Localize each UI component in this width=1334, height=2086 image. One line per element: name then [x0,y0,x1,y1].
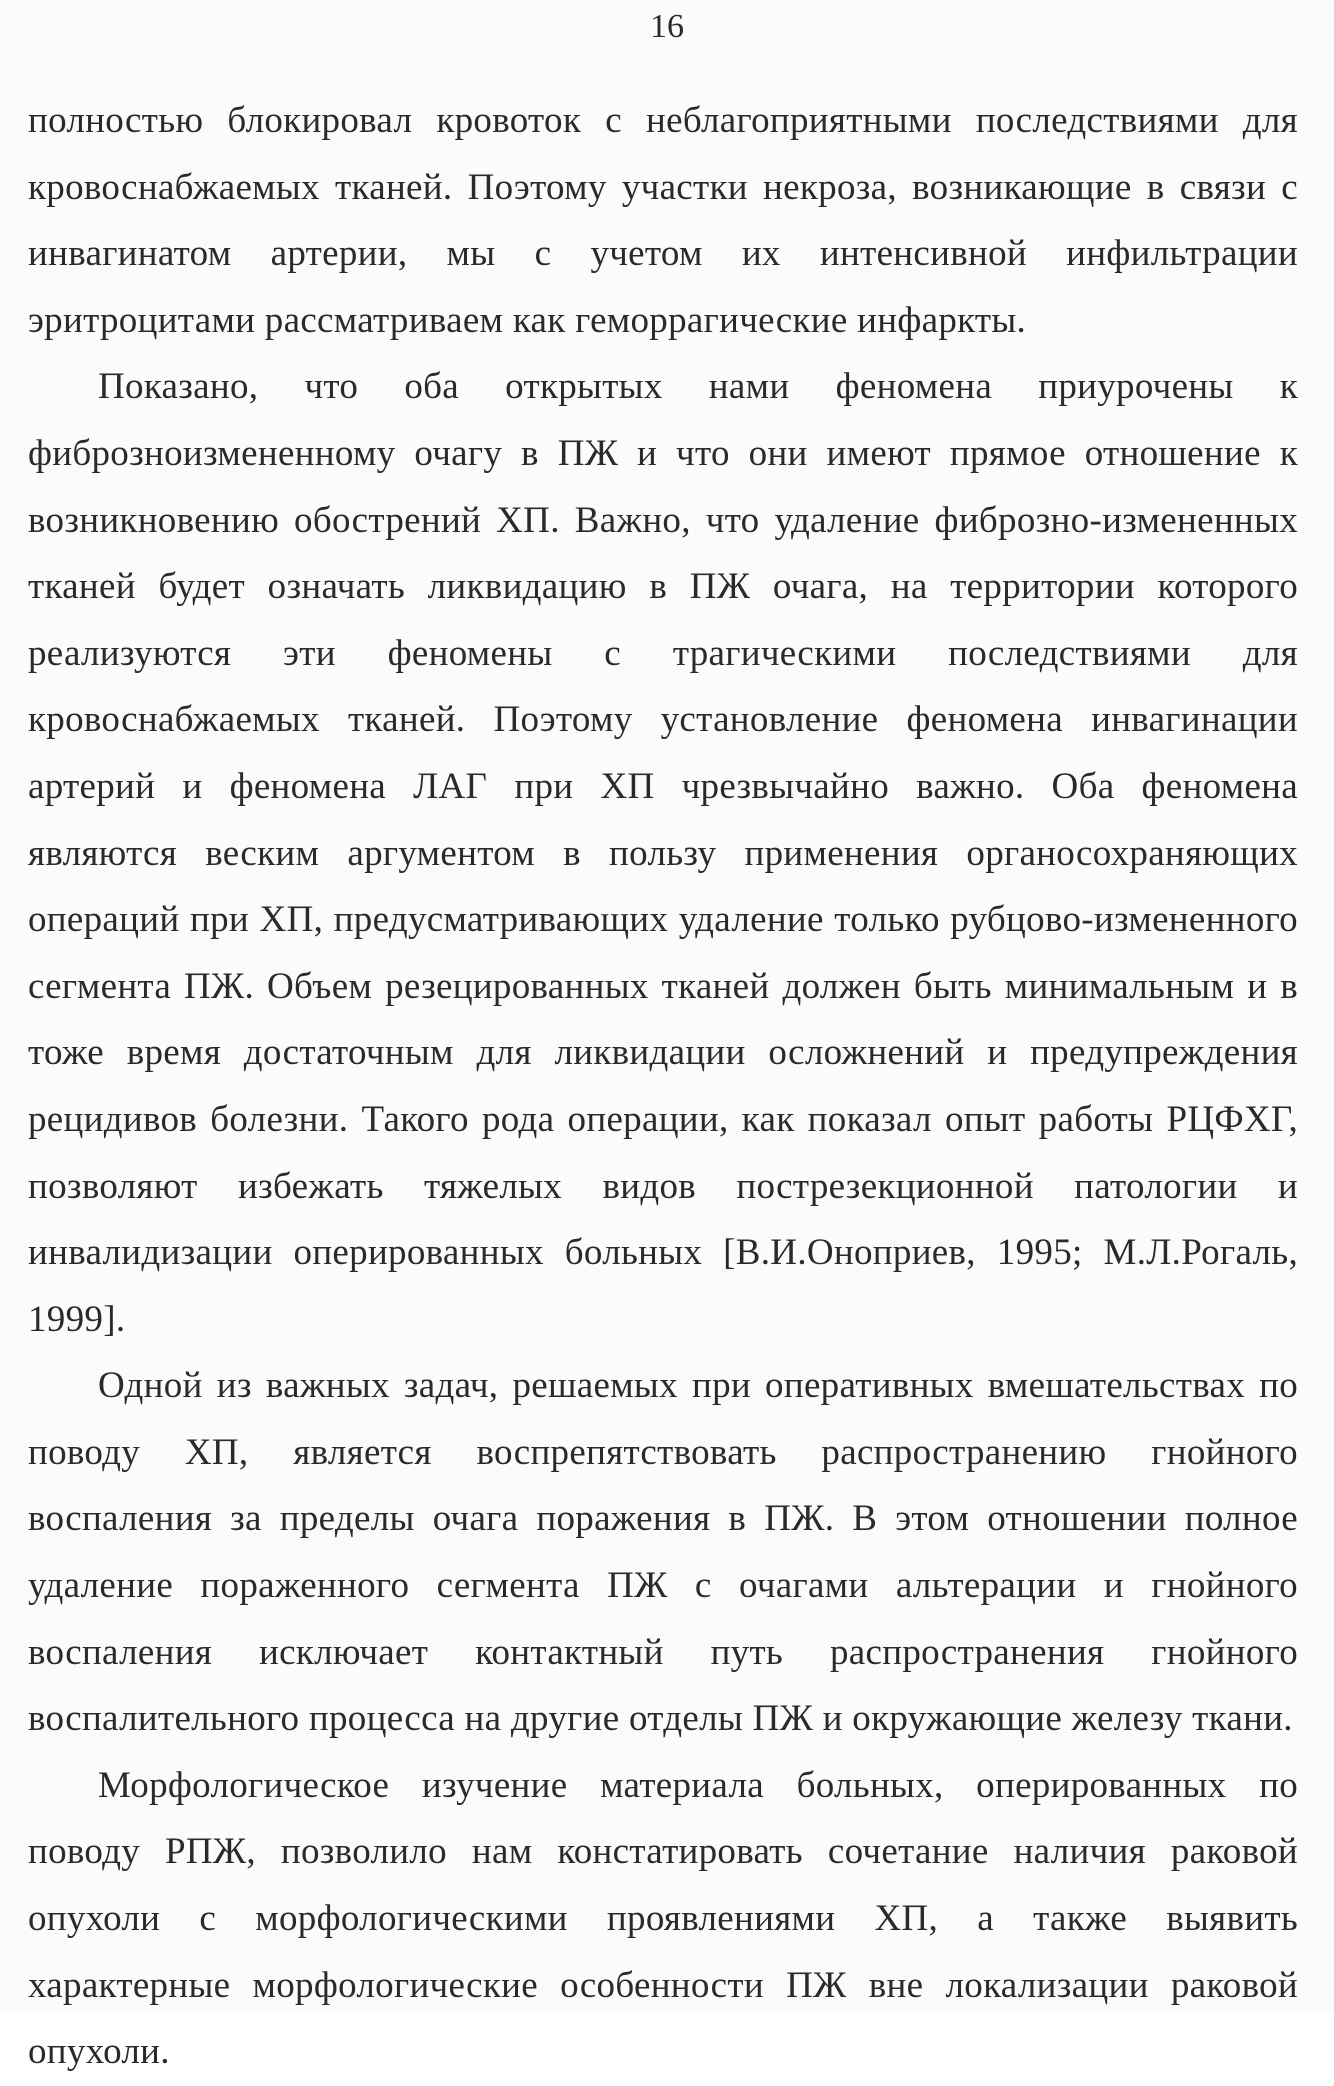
page-number: 16 [650,8,684,45]
paragraph-1: полностью блокировал кровоток с неблагоприятными последствиями для кровоснабжаемых тканей. Поэтому участки некроза, возникающие в связи с инвагинатом артерии, мы с учетом их интенсивной инфильтрации эритроцитами рассматриваем как геморрагические инфаркты. [28,100,1298,341]
paragraph-2: Показано, что оба открытых нами феномена приурочены к фиброзноизмененному очагу в ПЖ и что они имеют прямое отношение к возникновению обострений ХП. Важно, что удаление фиброзно-измененных тканей будет означать ликвидацию в ПЖ очага, на территории которого реализуются эти феномены с трагическими последствиями для кровоснабжаемых тканей. Поэтому установление феномена инвагинации артерий и феномена ЛАГ при ХП чрезвычайно важно. Оба феномена являются веским аргументом в пользу применения органосохраняющих операций при ХП, предусматривающих удаление только рубцово-измененного сегмента ПЖ. Объем резецированных тканей должен быть минимальным и в тоже время достаточным для ликвидации осложнений и предупреждения рецидивов болезни. Такого рода операции, как показал опыт работы РЦФХГ, позволяют избежать тяжелых видов пострезекционной патологии и инвалидизации оперированных больных [В.И.Оноприев, 1995; М.Л.Рогаль, 1999]. [28,366,1298,1340]
body-text [28,88,1298,2086]
paragraph-3: Одной из важных задач, решаемых при оперативных вмешательствах по поводу ХП, является воспрепятствовать распространению гнойного воспаления за пределы очага поражения в ПЖ. В этом отношении полное удаление пораженного сегмента ПЖ с очагами альтерации и гнойного воспаления исключает контактный путь распространения гнойного воспалительного процесса на другие отделы ПЖ и окружающие железу ткани. [28,1365,1298,1740]
paragraph-4: Морфологическое изучение материала больных, оперированных по поводу РПЖ, позволило нам констатировать сочетание наличия раковой опухоли с морфологическими проявлениями ХП, а также выявить характерные морфологические особенности ПЖ вне локализации раковой опухоли. [28,1764,1298,2073]
